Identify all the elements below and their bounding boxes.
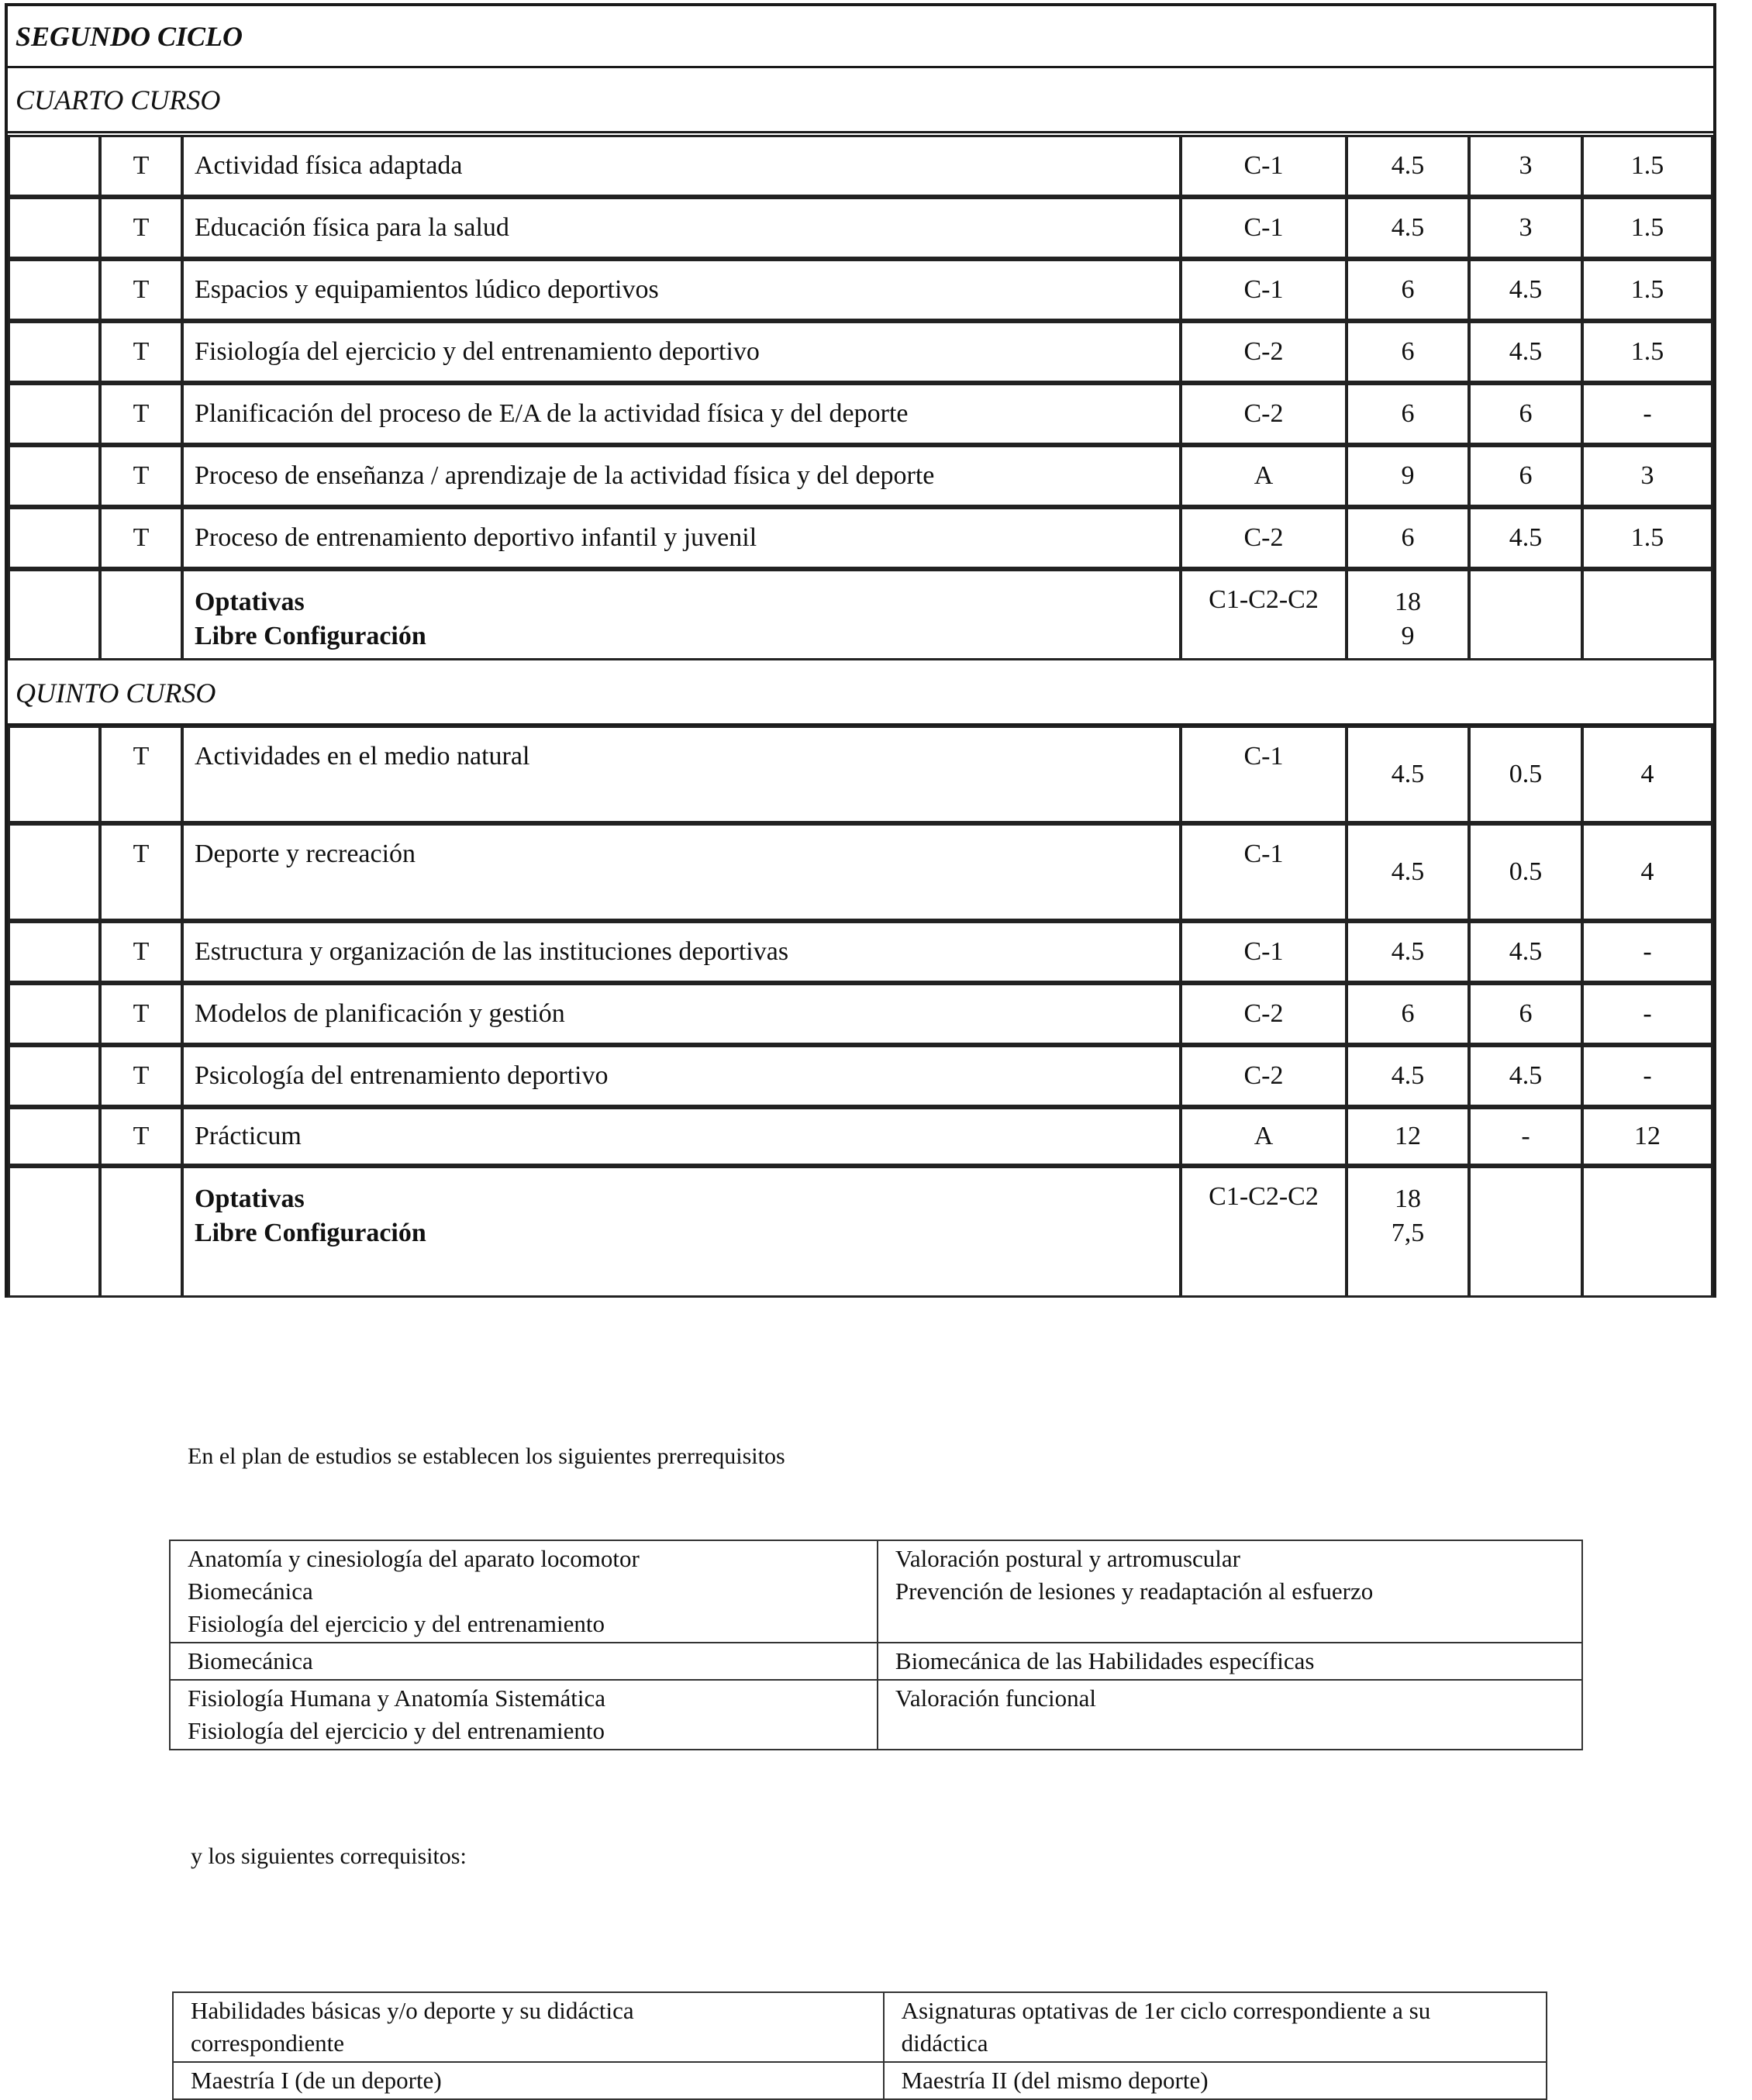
cell-total (1346, 823, 1470, 921)
optional-value: 18 (1395, 588, 1421, 616)
practice-text: - (1643, 1061, 1652, 1090)
cell-type (99, 921, 183, 983)
cell-period (1180, 921, 1347, 983)
requisite-cell-left (170, 1540, 878, 1643)
cell-blank (8, 726, 101, 823)
type-text: T (133, 275, 150, 304)
cell-blank (8, 983, 101, 1045)
optional-value: 9 (1401, 622, 1415, 650)
subject-row (8, 383, 1713, 445)
course-title: CUARTO CURSO (16, 84, 221, 116)
subject-name: Fisiología del ejercicio y del entrenamiento (188, 1610, 605, 1637)
cell-name (181, 823, 1181, 921)
total-text: 9 (1401, 461, 1415, 490)
period-text: C-1 (1243, 151, 1284, 180)
total-text: 4.5 (1391, 857, 1425, 886)
cell-type (99, 726, 183, 823)
cell-blank (8, 921, 101, 983)
cell-period (1180, 726, 1347, 823)
type-text: T (133, 1061, 150, 1090)
subject-row (8, 507, 1713, 569)
cell-theory (1468, 259, 1583, 321)
cell-type (99, 507, 183, 569)
cell-name (181, 983, 1181, 1045)
cell-type (99, 197, 183, 259)
name-text: Prácticum (195, 1122, 302, 1150)
cell-blank (8, 1107, 101, 1166)
theory-text: 4.5 (1509, 275, 1543, 304)
requisite-cell-right (884, 1992, 1547, 2062)
cell-type (99, 1107, 183, 1166)
subject-name: Asignaturas optativas de 1er ciclo correspondiente a su (901, 1997, 1431, 2024)
optional-label: Libre Configuración (195, 1219, 426, 1247)
cell-total (1346, 983, 1470, 1045)
cell-type (99, 321, 183, 383)
cell-blank (8, 507, 101, 569)
cell-type (99, 823, 183, 921)
name-text: Educación física para la salud (195, 213, 509, 242)
subject-name: Fisiología del ejercicio y del entrenamiento (188, 1717, 605, 1744)
cell-total (1346, 507, 1470, 569)
requisite-row (173, 2062, 1547, 2099)
total-text: 6 (1401, 999, 1415, 1028)
cell-blank (8, 383, 101, 445)
cell-total (1346, 321, 1470, 383)
period-text: C1-C2-C2 (1209, 585, 1319, 614)
name-text: Actividad física adaptada (195, 151, 463, 180)
prerequisites-intro: En el plan de estudios se establecen los siguientes prerrequisitos (188, 1443, 785, 1469)
name-text: Proceso de enseñanza / aprendizaje de la actividad física y del deporte (195, 461, 935, 490)
corequisites-table (172, 1991, 1547, 2100)
cell-theory (1468, 445, 1583, 507)
practice-text: - (1643, 399, 1652, 428)
cell-practice (1581, 445, 1713, 507)
optional-value: 18 (1395, 1184, 1421, 1213)
theory-text: 6 (1519, 999, 1533, 1028)
practice-text: - (1643, 999, 1652, 1028)
name-text: Espacios y equipamientos lúdico deportivos (195, 275, 659, 304)
name-text: Fisiología del ejercicio y del entrenamiento deportivo (195, 337, 760, 366)
optional-label: Libre Configuración (195, 622, 426, 650)
theory-text: 4.5 (1509, 337, 1543, 366)
cell-practice (1581, 259, 1713, 321)
practice-text: 1.5 (1630, 213, 1664, 242)
cell-period (1180, 135, 1347, 197)
cycle-title: SEGUNDO CICLO (16, 20, 243, 52)
cell-name (181, 321, 1181, 383)
optional-labels (195, 1182, 1174, 1250)
subject-name: Maestría II (del mismo deporte) (901, 2067, 1209, 2094)
requisite-cell-left (170, 1680, 878, 1750)
name-text: Deporte y recreación (195, 840, 416, 868)
subject-name: Biomecánica (188, 1578, 313, 1605)
course-header (8, 662, 1713, 726)
optional-values (1348, 1182, 1467, 1250)
subject-row (8, 321, 1713, 383)
cell-theory (1468, 726, 1583, 823)
subject-row (8, 1045, 1713, 1107)
name-text: Estructura y organización de las instituciones deportivas (195, 937, 789, 966)
practice-text: 4 (1640, 857, 1654, 886)
cell-total (1346, 921, 1470, 983)
cell-period (1180, 321, 1347, 383)
theory-text: - (1521, 1122, 1530, 1150)
cell-blank (8, 823, 101, 921)
optional-value: 7,5 (1391, 1219, 1425, 1247)
name-text: Actividades en el medio natural (195, 742, 530, 771)
cell-practice (1581, 726, 1713, 823)
cycle-header (8, 6, 1713, 68)
cell-period (1180, 197, 1347, 259)
type-text: T (133, 151, 150, 180)
cell-theory (1468, 507, 1583, 569)
cell-name (181, 197, 1181, 259)
prerequisites-table (169, 1540, 1583, 1750)
cell-practice (1581, 1107, 1713, 1166)
cell-period (1180, 569, 1347, 660)
period-text: C-1 (1243, 937, 1284, 966)
type-text: T (133, 461, 150, 490)
cell-period (1180, 445, 1347, 507)
cell-blank (8, 1166, 101, 1298)
cell-period (1180, 983, 1347, 1045)
total-text: 4.5 (1391, 937, 1425, 966)
cell-type (99, 1166, 183, 1298)
cell-name (181, 569, 1181, 660)
cell-blank (8, 1045, 101, 1107)
requisite-row (173, 1992, 1547, 2062)
cell-theory (1468, 569, 1583, 660)
cell-theory (1468, 135, 1583, 197)
cell-type (99, 135, 183, 197)
cell-practice (1581, 321, 1713, 383)
period-text: C-2 (1243, 337, 1284, 366)
cell-period (1180, 259, 1347, 321)
type-text: T (133, 840, 150, 868)
subject-row (8, 445, 1713, 507)
requisite-cell-left (170, 1643, 878, 1680)
theory-text: 6 (1519, 461, 1533, 490)
practice-text: - (1643, 937, 1652, 966)
cell-practice (1581, 983, 1713, 1045)
subject-row (8, 823, 1713, 921)
subject-name: correspondiente (191, 2029, 344, 2057)
requisite-cell-left (173, 2062, 884, 2099)
name-text: Proceso de entrenamiento deportivo infantil y juvenil (195, 523, 757, 552)
optional-credits-row (8, 1166, 1713, 1298)
practice-text: 12 (1634, 1122, 1661, 1150)
subject-row (8, 1107, 1713, 1166)
cell-period (1180, 1166, 1347, 1298)
theory-text: 4.5 (1509, 1061, 1543, 1090)
cell-blank (8, 321, 101, 383)
theory-text: 6 (1519, 399, 1533, 428)
cell-practice (1581, 921, 1713, 983)
corequisites-intro: y los siguientes correquisitos: (191, 1843, 467, 1869)
cell-type (99, 569, 183, 660)
cell-blank (8, 569, 101, 660)
cell-total (1346, 569, 1470, 660)
period-text: C-2 (1243, 523, 1284, 552)
cell-type (99, 259, 183, 321)
total-text: 12 (1395, 1122, 1421, 1150)
subject-name: Prevención de lesiones y readaptación al esfuerzo (895, 1578, 1374, 1605)
cell-practice (1581, 1166, 1713, 1298)
subject-row (8, 983, 1713, 1045)
period-text: C-1 (1243, 275, 1284, 304)
cell-total (1346, 1166, 1470, 1298)
cell-practice (1581, 507, 1713, 569)
cell-name (181, 445, 1181, 507)
cell-theory (1468, 1107, 1583, 1166)
cell-name (181, 259, 1181, 321)
period-text: C-1 (1243, 840, 1284, 868)
period-text: C-2 (1243, 399, 1284, 428)
period-text: A (1254, 461, 1274, 490)
cell-total (1346, 1107, 1470, 1166)
period-text: C-2 (1243, 999, 1284, 1028)
type-text: T (133, 337, 150, 366)
optional-values (1348, 585, 1467, 653)
total-text: 4.5 (1391, 1061, 1425, 1090)
theory-text: 0.5 (1509, 760, 1543, 788)
cell-name (181, 1107, 1181, 1166)
cell-period (1180, 1107, 1347, 1166)
cell-theory (1468, 197, 1583, 259)
total-text: 4.5 (1391, 760, 1425, 788)
cell-type (99, 983, 183, 1045)
requisite-cell-right (878, 1540, 1582, 1643)
type-text: T (133, 213, 150, 242)
optional-credits-row (8, 569, 1713, 660)
cell-theory (1468, 383, 1583, 445)
optional-label: Optativas (195, 588, 305, 616)
cell-name (181, 135, 1181, 197)
requisite-cell-right (878, 1680, 1582, 1750)
requisite-row (170, 1540, 1582, 1643)
cell-theory (1468, 1045, 1583, 1107)
cell-blank (8, 135, 101, 197)
cell-total (1346, 445, 1470, 507)
cell-period (1180, 383, 1347, 445)
name-text: Modelos de planificación y gestión (195, 999, 565, 1028)
type-text: T (133, 523, 150, 552)
cell-name (181, 383, 1181, 445)
subject-name: Biomecánica de las Habilidades específicas (895, 1647, 1315, 1674)
subject-name: Maestría I (de un deporte) (191, 2067, 442, 2094)
cell-practice (1581, 569, 1713, 660)
cell-practice (1581, 823, 1713, 921)
subject-name: Habilidades básicas y/o deporte y su didáctica (191, 1997, 634, 2024)
total-text: 4.5 (1391, 213, 1425, 242)
type-text: T (133, 999, 150, 1028)
cell-name (181, 726, 1181, 823)
cell-total (1346, 1045, 1470, 1107)
cell-type (99, 1045, 183, 1107)
cell-type (99, 383, 183, 445)
theory-text: 4.5 (1509, 523, 1543, 552)
cell-practice (1581, 383, 1713, 445)
subject-name: Valoración funcional (895, 1684, 1097, 1712)
period-text: C-1 (1243, 213, 1284, 242)
cell-theory (1468, 983, 1583, 1045)
practice-text: 4 (1640, 760, 1654, 788)
theory-text: 0.5 (1509, 857, 1543, 886)
cell-practice (1581, 1045, 1713, 1107)
subject-name: Anatomía y cinesiología del aparato locomotor (188, 1545, 640, 1572)
type-text: T (133, 1122, 150, 1150)
period-text: A (1254, 1122, 1274, 1150)
cell-period (1180, 507, 1347, 569)
cell-practice (1581, 197, 1713, 259)
theory-text: 3 (1519, 151, 1533, 180)
period-text: C1-C2-C2 (1209, 1182, 1319, 1211)
cell-blank (8, 445, 101, 507)
cell-total (1346, 726, 1470, 823)
cell-theory (1468, 321, 1583, 383)
cell-total (1346, 383, 1470, 445)
cell-type (99, 445, 183, 507)
cell-blank (8, 197, 101, 259)
total-text: 6 (1401, 337, 1415, 366)
theory-text: 4.5 (1509, 937, 1543, 966)
subject-row (8, 197, 1713, 259)
practice-text: 3 (1640, 461, 1654, 490)
subject-name: Valoración postural y artromuscular (895, 1545, 1240, 1572)
cell-theory (1468, 1166, 1583, 1298)
cell-blank (8, 259, 101, 321)
requisite-row (170, 1643, 1582, 1680)
practice-text: 1.5 (1630, 337, 1664, 366)
cell-name (181, 1045, 1181, 1107)
total-text: 6 (1401, 523, 1415, 552)
study-plan-table (5, 3, 1716, 1298)
theory-text: 3 (1519, 213, 1533, 242)
subject-name: didáctica (901, 2029, 988, 2057)
practice-text: 1.5 (1630, 275, 1664, 304)
cell-period (1180, 1045, 1347, 1107)
course-header (8, 68, 1713, 133)
cell-name (181, 507, 1181, 569)
requisite-cell-left (173, 1992, 884, 2062)
cell-total (1346, 135, 1470, 197)
subject-row (8, 135, 1713, 197)
period-text: C-1 (1243, 742, 1284, 771)
requisite-row (170, 1680, 1582, 1750)
course-title: QUINTO CURSO (16, 677, 216, 709)
cell-name (181, 1166, 1181, 1298)
optional-labels (195, 585, 1174, 653)
subject-row (8, 259, 1713, 321)
name-text: Psicología del entrenamiento deportivo (195, 1061, 609, 1090)
requisite-cell-right (878, 1643, 1582, 1680)
cell-period (1180, 823, 1347, 921)
requisite-cell-right (884, 2062, 1547, 2099)
subject-name: Fisiología Humana y Anatomía Sistemática (188, 1684, 605, 1712)
cell-theory (1468, 921, 1583, 983)
type-text: T (133, 399, 150, 428)
cell-name (181, 921, 1181, 983)
cell-total (1346, 197, 1470, 259)
name-text: Planificación del proceso de E/A de la actividad física y del deporte (195, 399, 909, 428)
subject-row (8, 726, 1713, 823)
cell-practice (1581, 135, 1713, 197)
type-text: T (133, 742, 150, 771)
cell-total (1346, 259, 1470, 321)
cell-theory (1468, 823, 1583, 921)
practice-text: 1.5 (1630, 523, 1664, 552)
subject-name: Biomecánica (188, 1647, 313, 1674)
type-text: T (133, 937, 150, 966)
period-text: C-2 (1243, 1061, 1284, 1090)
total-text: 6 (1401, 275, 1415, 304)
total-text: 4.5 (1391, 151, 1425, 180)
subject-row (8, 921, 1713, 983)
total-text: 6 (1401, 399, 1415, 428)
optional-label: Optativas (195, 1184, 305, 1213)
practice-text: 1.5 (1630, 151, 1664, 180)
